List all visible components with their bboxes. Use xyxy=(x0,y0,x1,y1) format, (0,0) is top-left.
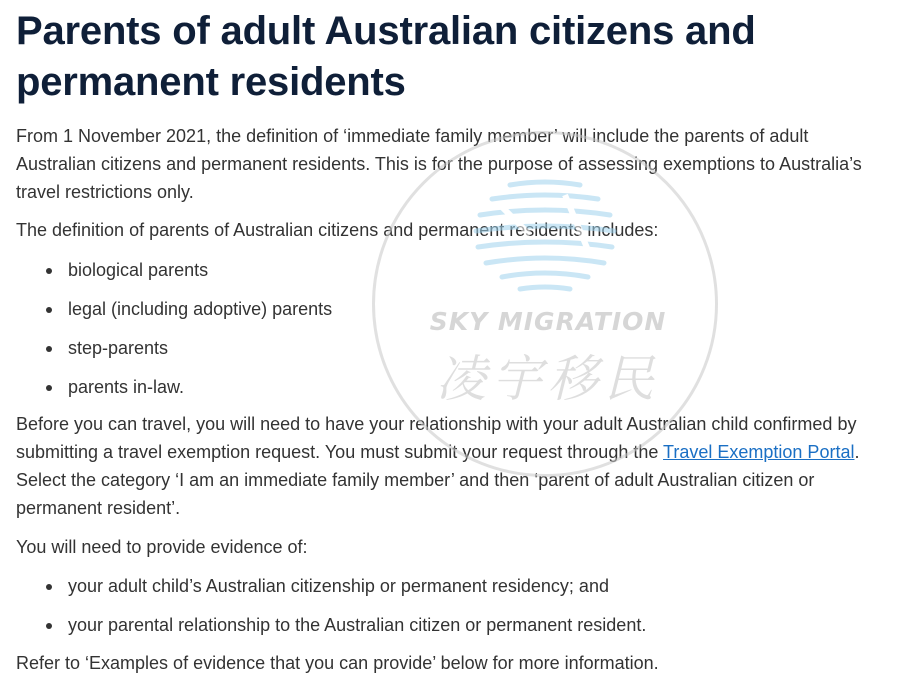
watermark-text-en: SKY MIGRATION xyxy=(429,307,667,336)
list-item-text: step-parents xyxy=(68,338,169,358)
bullet-icon xyxy=(46,307,52,313)
definition-paragraph: The definition of parents of Australian citizens and permanent residents includes: xyxy=(16,220,659,240)
watermark-text-cn: 凌宇移民 xyxy=(436,350,660,408)
intro-line-2: Australian citizens and permanent residents. This is for the purpose of assessing exemptions to Australia’s xyxy=(16,154,862,174)
list-item-text: your parental relationship to the Australian citizen or permanent resident. xyxy=(68,615,647,635)
travel-line-1: Before you can travel, you will need to have your relationship with your adult Australian child confirmed by xyxy=(16,414,857,434)
travel-line-2-text: submitting a travel exemption request. You must submit your request through the xyxy=(16,442,664,462)
list-item xyxy=(0,611,880,650)
list-item-text: biological parents xyxy=(68,260,209,280)
refer-paragraph: Refer to ‘Examples of evidence that you can provide’ below for more information. xyxy=(16,653,659,673)
evidence-paragraph: You will need to provide evidence of: xyxy=(16,537,308,557)
list-item xyxy=(0,334,880,373)
list-item-text: your adult child’s Australian citizenship or permanent residency; and xyxy=(68,576,609,596)
page-title xyxy=(16,6,876,108)
travel-line-2 xyxy=(16,438,892,466)
list-item xyxy=(0,373,880,412)
bullet-icon xyxy=(46,346,52,352)
page-title-line-2: permanent residents xyxy=(16,60,406,104)
page-title-line-1: Parents of adult Australian citizens and xyxy=(16,9,756,53)
intro-line-1: From 1 November 2021, the definition of ‘immediate family member’ will include the parents of adult xyxy=(16,126,809,146)
list-item xyxy=(0,572,880,611)
travel-exemption-portal-link[interactable]: Travel Exemption Portal xyxy=(663,442,855,462)
travel-paragraph xyxy=(16,410,892,522)
bullet-icon xyxy=(46,623,52,629)
intro-line-3: travel restrictions only. xyxy=(16,182,194,202)
bullet-icon xyxy=(46,385,52,391)
bullet-icon xyxy=(46,268,52,274)
travel-line-3: Select the category ‘I am an immediate family member’ and then ‘parent of adult Australian citizen or xyxy=(16,470,815,490)
travel-line-4: permanent resident’. xyxy=(16,498,181,518)
parent-types-list xyxy=(0,256,880,412)
evidence-list xyxy=(0,572,880,650)
list-item-text: legal (including adoptive) parents xyxy=(68,299,333,319)
list-item xyxy=(0,295,880,334)
list-item-text: parents in-law. xyxy=(68,377,185,397)
bullet-icon xyxy=(46,584,52,590)
list-item xyxy=(0,256,880,295)
travel-line-2-end: . xyxy=(854,442,860,462)
intro-paragraph xyxy=(16,122,892,206)
